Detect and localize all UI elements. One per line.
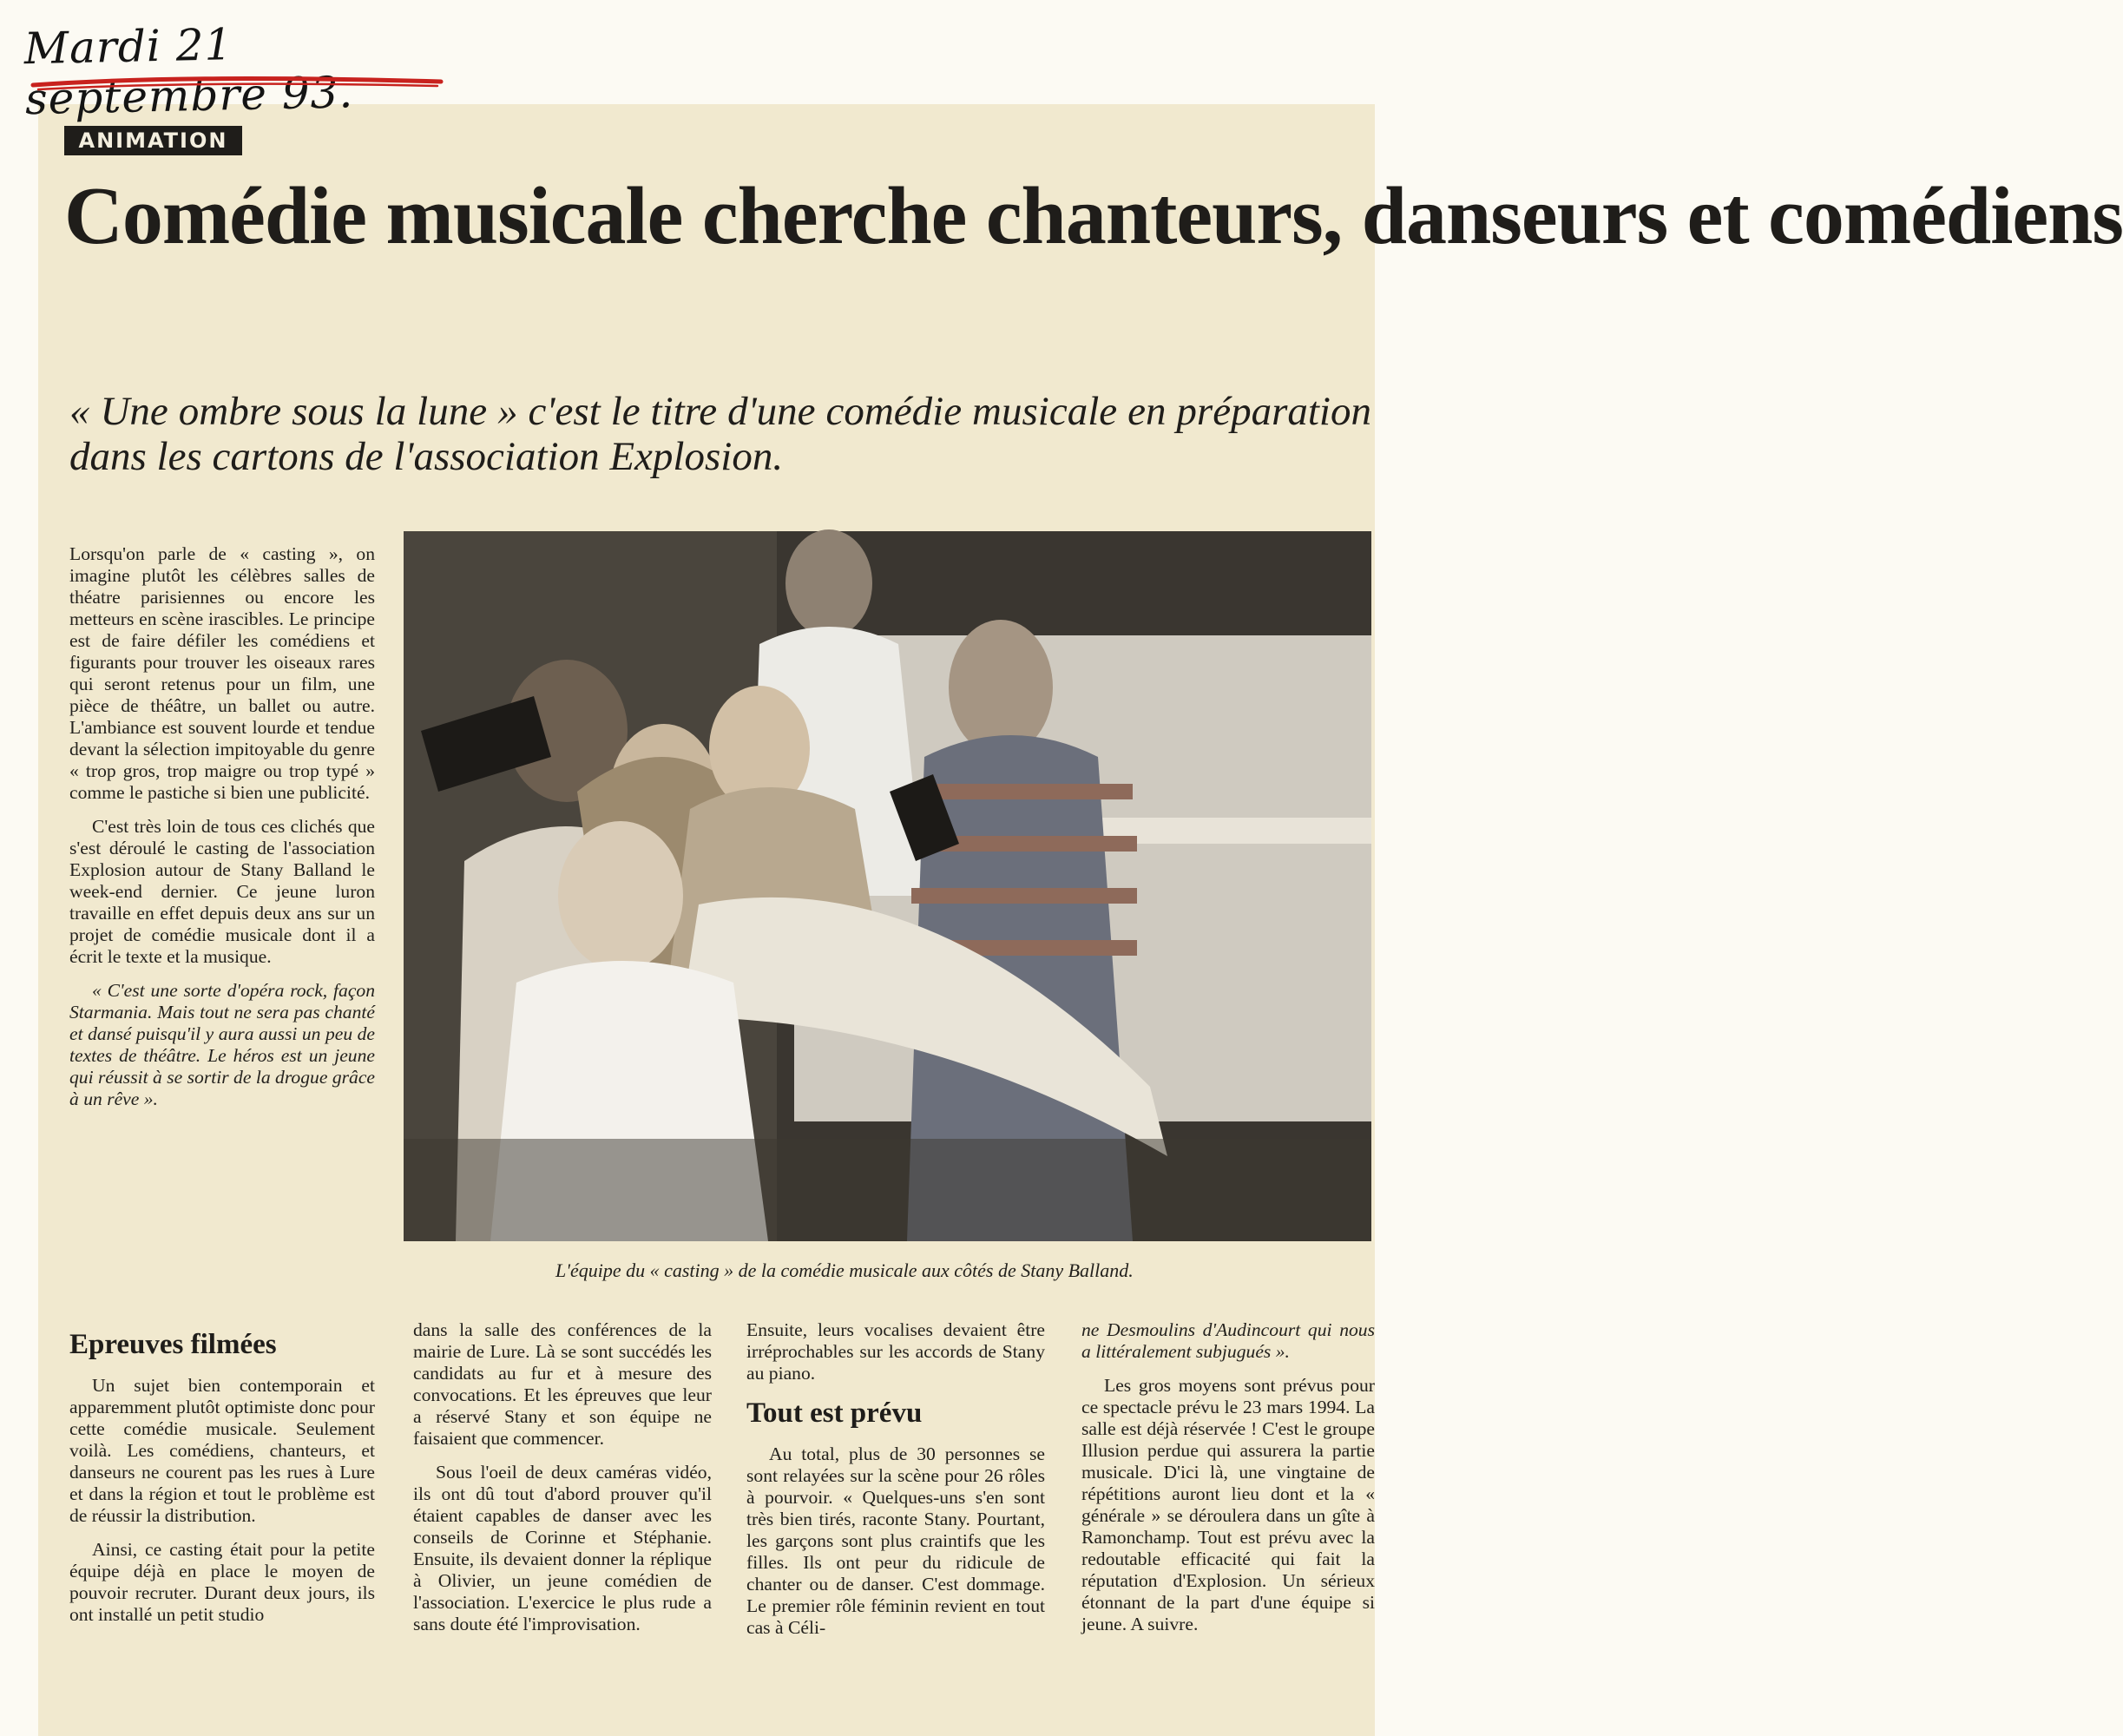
article-paragraph: Au total, plus de 30 personnes se sont relayées sur la scène pour 26 rôles à pourvoir. « Quelques-uns s'en sont très bien tirés, raconte Stany. Pourtant, les garçons sont plus craintifs que les filles. Ils ont peur du ridicule de chanter ou de danser. C'est dommage. Le premier rôle féminin revient en tout cas à Céli- <box>746 1443 1045 1638</box>
article-column-1-bottom <box>69 1319 375 1727</box>
article-column-3 <box>746 1319 1045 1727</box>
red-underline <box>30 73 446 94</box>
article-paragraph: Un sujet bien contemporain et apparemment plutôt optimiste donc pour cette comédie musicale. Seulement voilà. Les comédiens, chanteurs, et danseurs ne courent pas les rues à Lure et dans la région et tout le problème est de réussir la distribution. <box>69 1375 375 1526</box>
photo-caption: L'équipe du « casting » de la comédie musicale aux côtés de Stany Balland. <box>555 1259 1134 1281</box>
handwritten-date: Mardi 21 septembre 93. <box>23 19 354 125</box>
article-paragraph: Sous l'oeil de deux caméras vidéo, ils ont dû tout d'abord prouver qu'il étaient capables de danser avec les conseils de Corinne et Stéphanie. Ensuite, ils devaient donner la réplique à Olivier, un jeune comédien de l'association. L'exercice le plus rude a sans doute été l'improvisation. <box>413 1462 712 1634</box>
article-paragraph: ne Desmoulins d'Audincourt qui nous a littéralement subjugués ». <box>1081 1319 1375 1362</box>
team-photo-illustration <box>404 531 1371 1241</box>
article-paragraph: Ainsi, ce casting était pour la petite équipe déjà en place le moyen de pouvoir recruter. Durant deux jours, ils ont installé un petit studio <box>69 1539 375 1625</box>
section-rubric: ANIMATION <box>64 126 242 155</box>
article-column-2 <box>413 1319 712 1727</box>
headline: Comédie musicale cherche chanteurs, danseurs et comédiens <box>64 171 2123 261</box>
subheading-tout-est-prevu: Tout est prévu <box>746 1397 923 1429</box>
subheading-epreuves: Epreuves filmées <box>69 1329 277 1360</box>
article-quote: « C'est une sorte d'opéra rock, façon Starmania. Mais tout ne sera pas chanté et dansé puisqu'il y aura aussi un peu de textes de théâtre. Le héros est un jeune qui réussit à se sortir de la drogue grâce à un rêve ». <box>69 980 375 1109</box>
article-paragraph: C'est très loin de tous ces clichés que s'est déroulé le casting de l'association Explosion autour de Stany Balland le week-end dernier. Ce jeune luron travaille en effet depuis deux ans sur un projet de comédie musicale dont il a écrit le texte et la musique. <box>69 816 375 967</box>
article-paragraph: dans la salle des conférences de la mairie de Lure. Là se sont succédés les candidats au fur et à mesure des convocations. Et les épreuves que leur a réservé Stany et son équipe ne faisaient que commencer. <box>413 1319 712 1449</box>
article-column-4 <box>1081 1319 1375 1727</box>
article-paragraph: Lorsqu'on parle de « casting », on imagine plutôt les célèbres salles de théatre parisiennes ou encore les metteurs en scène irascibles. Le principe est de faire défiler les comédiens et figurants pour trouver les oiseaux rares qui seront retenus pour un film, une pièce de théâtre, un ballet ou autre. L'ambiance est souvent lourde et tendue devant la sélection impitoyable du genre « trop gros, trop maigre ou trop typé » comme le pastiche si bien une publicité. <box>69 543 375 803</box>
article-paragraph: Les gros moyens sont prévus pour ce spectacle prévu le 23 mars 1994. La salle est déjà réservée ! C'est le groupe Illusion perdue qui assurera la partie musicale. D'ici là, une vingtaine de répétitions auront lieu dont et la « générale » se déroulera dans un gîte à Ramonchamp. Tout est prévu avec la redoutable efficacité qui fait la réputation d'Explosion. Un sérieux étonnant de la part d'une équipe si jeune. A suivre. <box>1081 1375 1375 1634</box>
standfirst: « Une ombre sous la lune » c'est le titre d'une comédie musicale en préparation dans les cartons de l'association Explosion. <box>69 389 1371 479</box>
article-paragraph: Ensuite, leurs vocalises devaient être irréprochables sur les accords de Stany au piano. <box>746 1319 1045 1384</box>
team-photo <box>404 531 1371 1241</box>
article-column-1 <box>69 543 375 1307</box>
